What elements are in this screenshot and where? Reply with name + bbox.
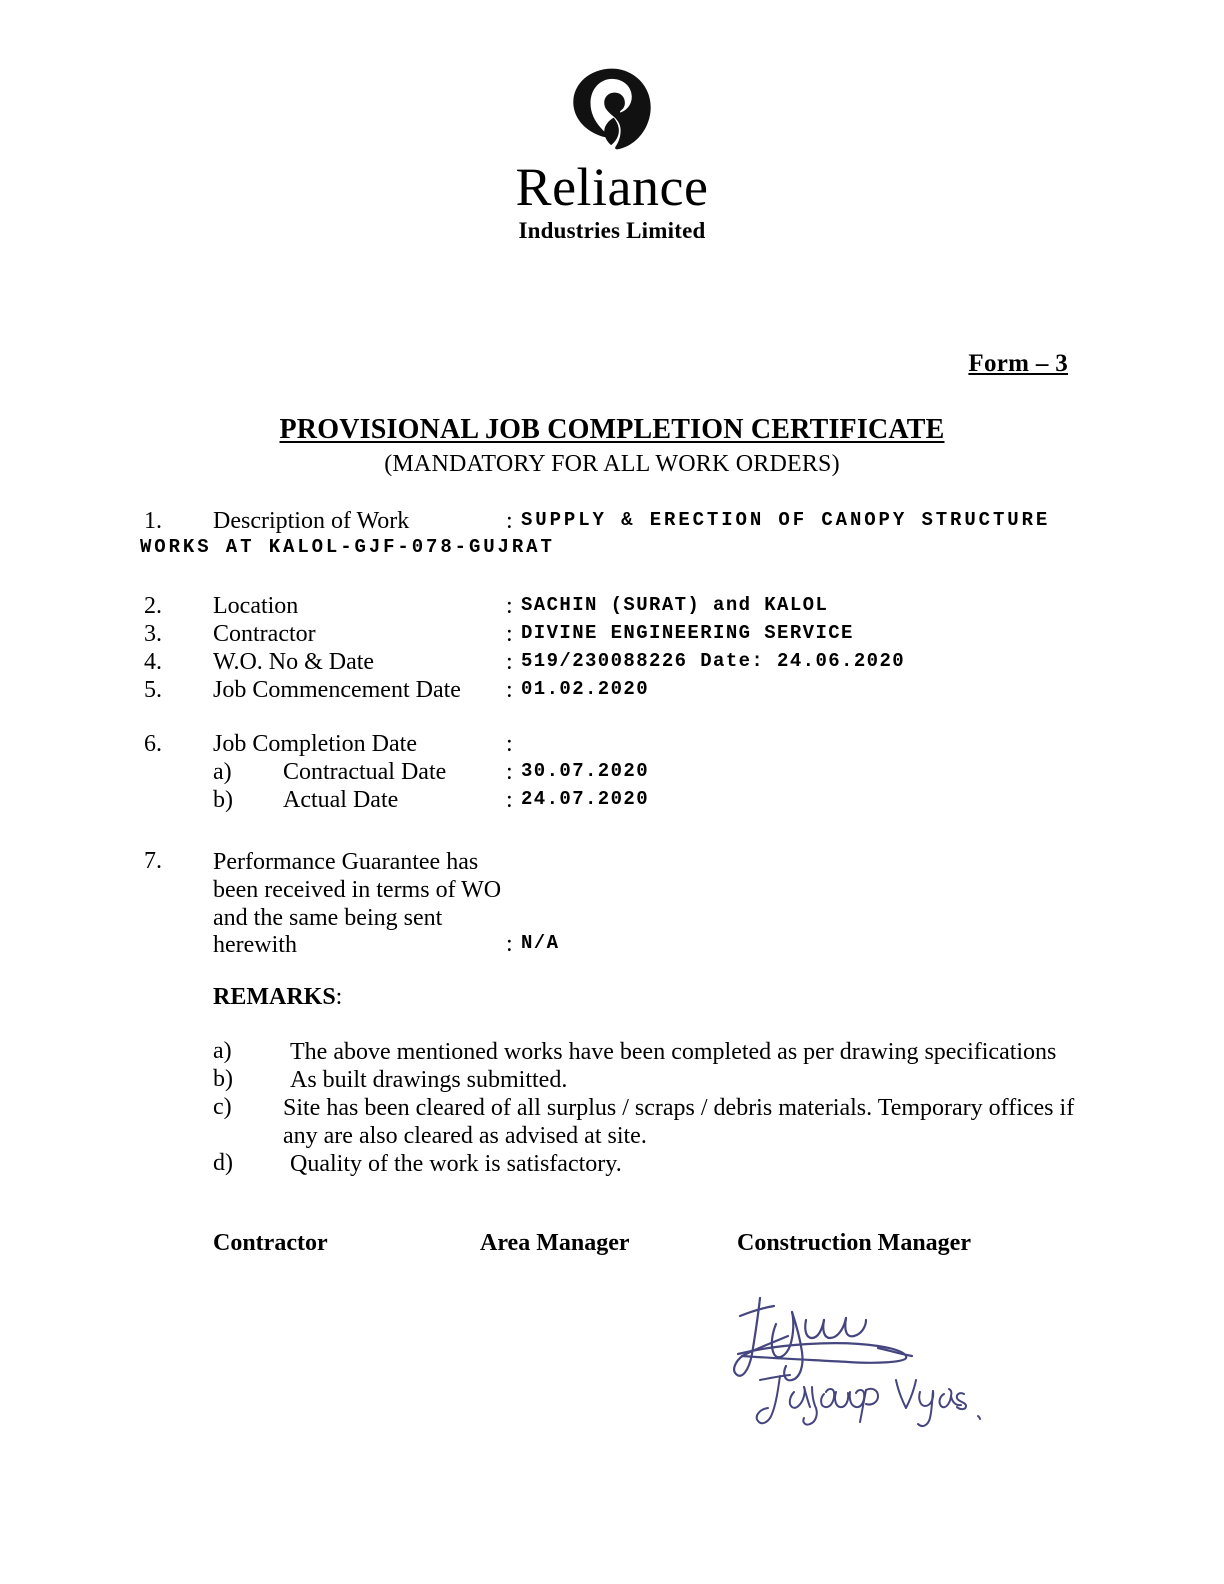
field-value: 01.02.2020: [521, 678, 650, 700]
field-value: 519/230088226 Date: 24.06.2020: [521, 650, 906, 672]
field-value: 30.07.2020: [521, 760, 650, 782]
field-row-location: [0, 593, 1224, 621]
field-label: Job Commencement Date: [213, 677, 461, 703]
remark-letter: d): [213, 1150, 233, 1176]
page-title-text: PROVISIONAL JOB COMPLETION CERTIFICATE: [279, 414, 945, 445]
handwritten-signature: [728, 1276, 1008, 1436]
field-row-wo-number: [0, 649, 1224, 677]
field-sub-letter: b): [213, 787, 233, 813]
signature-label-construction-manager: Construction Manager: [737, 1230, 971, 1256]
signature-label-contractor: Contractor: [213, 1230, 328, 1256]
remark-text: The above mentioned works have been completed as per drawing specifications: [290, 1039, 1057, 1065]
spacer: [0, 705, 1224, 731]
field-row-commencement-date: [0, 677, 1224, 705]
field-row-completion-date: [0, 731, 1224, 759]
field-colon: :: [506, 593, 513, 619]
field-value: DIVINE ENGINEERING SERVICE: [521, 622, 854, 644]
field-label: Location: [213, 593, 299, 619]
remark-text: Site has been cleared of all surplus / scraps / debris materials. Temporary offices if any are also cleared as advised at site.: [283, 1095, 1075, 1149]
remark-text: Quality of the work is satisfactory.: [290, 1151, 622, 1177]
spacer: [0, 564, 1224, 593]
field-number: 1.: [144, 508, 162, 534]
company-name: Reliance: [515, 157, 709, 217]
form-number: Form – 3: [968, 350, 1068, 377]
field-value: N/A: [521, 932, 560, 954]
field-number: 2.: [144, 593, 162, 619]
field-label: Contractor: [213, 621, 316, 647]
field-colon: :: [506, 731, 513, 757]
field-row-contractor: [0, 621, 1224, 649]
remark-letter: c): [213, 1094, 232, 1120]
field-value: SACHIN (SURAT) and KALOL: [521, 594, 829, 616]
performance-guarantee-line-1: Performance Guarantee has: [213, 849, 479, 875]
field-label: Contractual Date: [283, 759, 447, 785]
remark-letter: b): [213, 1066, 233, 1092]
field-label: Description of Work: [213, 508, 410, 534]
remark-text: As built drawings submitted.: [290, 1067, 568, 1093]
field-colon: :: [506, 649, 513, 675]
field-value: SUPPLY & ERECTION OF CANOPY STRUCTURE: [521, 509, 1051, 531]
company-subtitle: Industries Limited: [518, 218, 706, 243]
field-label: Job Completion Date: [213, 731, 417, 757]
remarks-heading-colon: :: [335, 984, 343, 1010]
field-number: 3.: [144, 621, 162, 647]
company-logo-block: [0, 66, 1224, 244]
field-number: 6.: [144, 731, 162, 757]
page-subtitle: (MANDATORY FOR ALL WORK ORDERS): [384, 451, 840, 477]
field-colon: :: [506, 621, 513, 647]
field-value-continued: WORKS AT KALOL-GJF-078-GUJRAT: [140, 536, 555, 558]
page-title: [0, 414, 1224, 446]
field-colon: :: [506, 759, 513, 785]
field-row-description: [0, 508, 1224, 564]
field-value: 24.07.2020: [521, 788, 650, 810]
field-sub-letter: a): [213, 759, 232, 785]
field-number: 4.: [144, 649, 162, 675]
field-row-actual-date: [0, 787, 1224, 815]
field-colon: :: [506, 677, 513, 703]
performance-guarantee-line-2: been received in terms of WO: [213, 877, 502, 903]
performance-guarantee-line-4: herewith: [213, 932, 297, 958]
field-colon: :: [506, 787, 513, 813]
field-colon: :: [506, 508, 513, 534]
field-number: 5.: [144, 677, 162, 703]
performance-guarantee-line-3: and the same being sent: [213, 905, 443, 931]
field-list: [0, 508, 1224, 815]
remarks-heading: [213, 984, 342, 1011]
remarks-heading-text: REMARKS: [213, 984, 336, 1010]
field-number: 7.: [144, 848, 162, 874]
field-colon: :: [506, 931, 513, 957]
signature-label-area-manager: Area Manager: [480, 1230, 630, 1256]
reliance-flame-logo-icon: [569, 66, 655, 152]
remark-letter: a): [213, 1038, 232, 1064]
field-row-contractual-date: [0, 759, 1224, 787]
field-label: Actual Date: [283, 787, 399, 813]
field-label: W.O. No & Date: [213, 649, 375, 675]
